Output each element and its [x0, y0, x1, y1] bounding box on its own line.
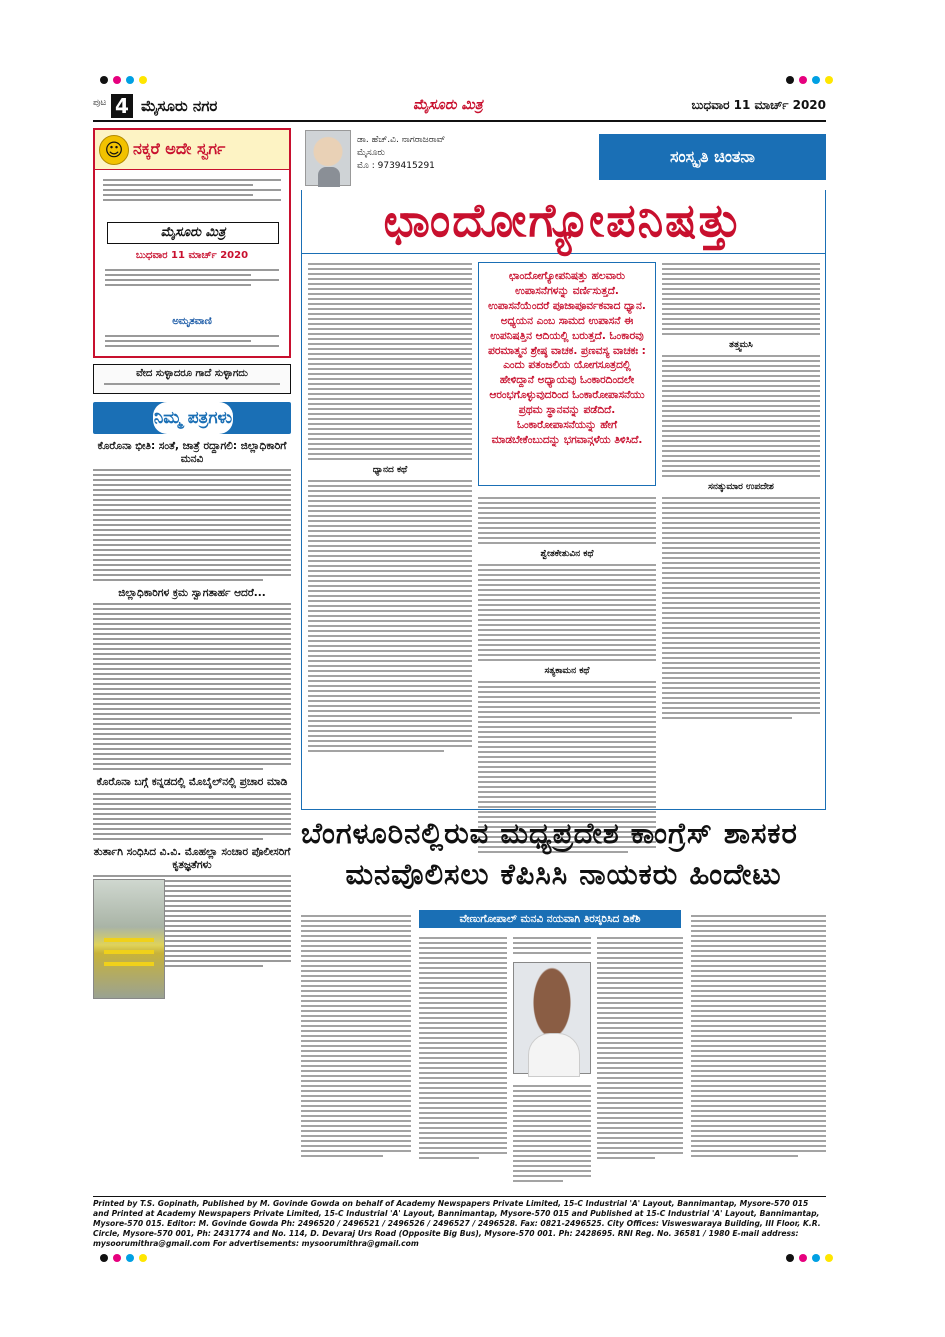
newspaper-page [93, 92, 826, 1249]
traffic-barricade-photo [93, 879, 165, 999]
column-subhead-1: ಧ್ಯಾನದ ಕಥೆ [372, 465, 408, 475]
lead-text-1 [301, 912, 411, 1160]
letters-banner [93, 402, 291, 434]
column-subhead-2: ಶ್ವೇತಕೇತುವಿನ ಕಥೆ [540, 549, 594, 559]
column-text-1 [308, 260, 472, 755]
lead-headline [301, 810, 826, 910]
column-subhead-4: ತತ್ತ್ವಮಸಿ [729, 340, 753, 350]
proverb-box [93, 364, 291, 394]
registration-dots-top-right [786, 76, 833, 84]
author-info [357, 134, 445, 173]
letter-text-4 [93, 875, 291, 967]
column-author-box [301, 128, 826, 190]
letter-headline-2: ಜಿಲ್ಲಾಧಿಕಾರಿಗಳ ಕ್ರಮ ಸ್ವಾಗತಾರ್ಹ ಆದರೆ... [118, 587, 266, 600]
lead-headline-line-2: ಮನವೊಲಿಸಲು ಕೆಪಿಸಿಸಿ ನಾಯಕರು ಹಿಂದೇಟು [345, 857, 782, 891]
proverb-title: ವೇದ ಸುಳ್ಳಾದರೂ ಗಾದೆ ಸುಳ್ಳಾಗದು [136, 368, 248, 379]
letter-text-2 [93, 603, 291, 770]
column-subhead-3: ಸತ್ಯಕಾಮನ ಕಥೆ [544, 666, 590, 676]
lead-text-3-bottom [513, 1082, 591, 1185]
amrutavani-text [105, 332, 279, 350]
lead-story-body [301, 910, 826, 1182]
politician-photo [513, 962, 591, 1074]
registration-dots-bottom-left [100, 1254, 147, 1262]
main-area [301, 128, 826, 1182]
letter-headline-4: ತುರ್ತಾಗಿ ಸಂಧಿಸಿದ ವಿ.ವಿ. ಮೊಹಲ್ಲಾ ಸಂಚಾರ ಪೊಲೀಸರಿಗೆ ಕೃತಜ್ಞತೆಗಳು [93, 845, 291, 871]
author-photo [305, 130, 351, 186]
page-header [93, 92, 826, 122]
page-label: ಪುಟ [93, 98, 107, 108]
amrutavani-title: ಅಮೃತವಾಣಿ [172, 316, 212, 327]
letter-headline-3: ಕೊರೊನಾ ಬಗ್ಗೆ ಕನ್ನಡದಲ್ಲಿ ಮೊಬೈಲ್‌ನಲ್ಲಿ ಪ್ರಚಾರ ಮಾಡಿ [96, 776, 288, 789]
letter-text-1 [93, 469, 291, 581]
column-body [301, 254, 826, 810]
joke-box [93, 128, 291, 358]
author-phone: ಮೊ : 9739415291 [357, 161, 435, 172]
letter-headline-1: ಕೊರೊನಾ ಭೀತಿ: ಸಂತೆ, ಜಾತ್ರೆ ರದ್ದಾಗಲಿ: ಜಿಲ್ಲಾಧಿಕಾರಿಗೆ ಮನವಿ [97, 440, 287, 466]
imprint-footer: Printed by T.S. Gopinath, Published by M. Govinde Gowda on behalf of Academy Newspapers Private Limited, 15-C Industrial 'A' Layout, Bannimantap, Mysore-570 015 and Printed at Academy Newspapers Private Limited, 15-C Industrial 'A' Layout, Bannimantap, Mysore-570 015 and Published at 15-C Industrial 'A' Layout, Bannimantap, Mysore-570 015. Editor: M. Govinde Gowda Ph: 2496520 / 2496521 / 2496526 / 2496527 / 2496528. Fax: 0821-2496525. City Offices: Visweswaraya Building, III Floor, K.R. Circle, Mysore-570 001, Ph: 2431774 and No. 114, D. Devaraj Urs Road (Opposite Big Bus), Mysore-570 001. Ph: 2428695. RNI Reg. No. 36581 / 1980 E-mail address: mysoorumithra@gmail.com For advertisements: mysoorumithra@gmail.com [93, 1196, 826, 1238]
column-topic: ಸಂಸ್ಕೃತಿ ಚಿಂತನಾ [599, 134, 826, 180]
letter-text-3 [93, 793, 291, 840]
laughing-face-icon: ☺ [99, 135, 129, 165]
column-text-2 [478, 494, 656, 856]
issue-date: ಬುಧವಾರ 11 ಮಾರ್ಚ್ 2020 [691, 98, 826, 112]
registration-dots-top-left [100, 76, 147, 84]
letters-banner-title: ನಿಮ್ಮ ಪತ್ರಗಳು [153, 402, 233, 434]
paper-name: ಮೈಸೂರು ಮಿತ್ರ [413, 97, 483, 113]
lead-text-4 [597, 934, 683, 1162]
registration-dots-bottom-right [786, 1254, 833, 1262]
masthead-info [105, 266, 279, 289]
left-column [93, 128, 291, 1188]
author-name: ಡಾ. ಹೆಚ್.ವಿ. ನಾಗರಾಜರಾವ್ [357, 135, 446, 145]
mini-date: ಬುಧವಾರ 11 ಮಾರ್ಚ್ 2020 [135, 250, 249, 261]
section-title: ಮೈಸೂರು ನಗರ [141, 97, 218, 115]
joke-text [95, 170, 289, 201]
lead-text-2 [419, 934, 507, 1162]
column-highlight-box: ಛಾಂದೋಗ್ಯೋಪನಿಷತ್ತು ಹಲವಾರು ಉಪಾಸನೆಗಳನ್ನು ವರ್ಣಿಸುತ್ತದೆ. ಉಪಾಸನೆಯೆಂದರೆ ಪೂಜಾಪೂರ್ವಕವಾದ ಧ್ಯಾನ. ಅಧ್ಯಯನ ಎಂಬ ಸಾಮದ ಉಪಾಸನೆ ಈ ಉಪನಿಷತ್ತಿನ ಆದಿಯಲ್ಲಿ ಬರುತ್ತದೆ. ಓಂಕಾರವು ಪರಮಾತ್ಮನ ಶ್ರೇಷ್ಠ ವಾಚಕ. ಪ್ರಣವಸ್ಯ ವಾಚಕಃ : ಎಂದು ಪತಂಜಲಿಯ ಯೋಗಸೂತ್ರದಲ್ಲಿ ಹೇಳಿದ್ದಾನೆ ಅಧ್ಯಾಯವು ಓಂಕಾರದಿಂದಲೇ ಆರಂಭಗೊಳ್ಳುವುದರಿಂದ ಓಂಕಾರೋಪಾಸನೆಯು ಪ್ರಥಮ ಸ್ಥಾನವನ್ನು ಪಡೆದಿದೆ. ಓಂಕಾರೋಪಾಸನೆಯನ್ನು ಹೇಗೆ ಮಾಡಬೇಕೆಂಬುದನ್ನು ಭಗವಾನ್ಗಳೆಯ ತಿಳಿಸಿದೆ. [478, 262, 656, 486]
column-title: ಛಾಂದೋಗ್ಯೋಪನಿಷತ್ತು [301, 190, 826, 254]
joke-box-header [95, 130, 289, 170]
column-subhead-5: ಸನತ್ಕುಮಾರ ಉಪದೇಶ [708, 482, 774, 492]
author-city: ಮೈಸೂರು [357, 148, 385, 159]
joke-box-title: ನಕ್ಕರೆ ಅದೇ ಸ್ವರ್ಗ [133, 139, 226, 158]
lead-headline-line-1: ಬೆಂಗಳೂರಿನಲ್ಲಿರುವ ಮಧ್ಯಪ್ರದೇಶ ಕಾಂಗ್ರೆಸ್ ಶಾಸಕರ [301, 816, 798, 850]
lead-text-5 [691, 912, 826, 1160]
lead-sub-headline: ವೇಣುಗೋಪಾಲ್ ಮನವಿ ನಯವಾಗಿ ತಿರಸ್ಕರಿಸಿದ ಡಿಕೆಶಿ [419, 910, 681, 928]
mini-masthead: ಮೈಸೂರು ಮಿತ್ರ [107, 222, 279, 244]
lead-text-3-top [513, 934, 591, 957]
column-text-3 [662, 260, 820, 722]
page-number: 4 [111, 94, 133, 118]
